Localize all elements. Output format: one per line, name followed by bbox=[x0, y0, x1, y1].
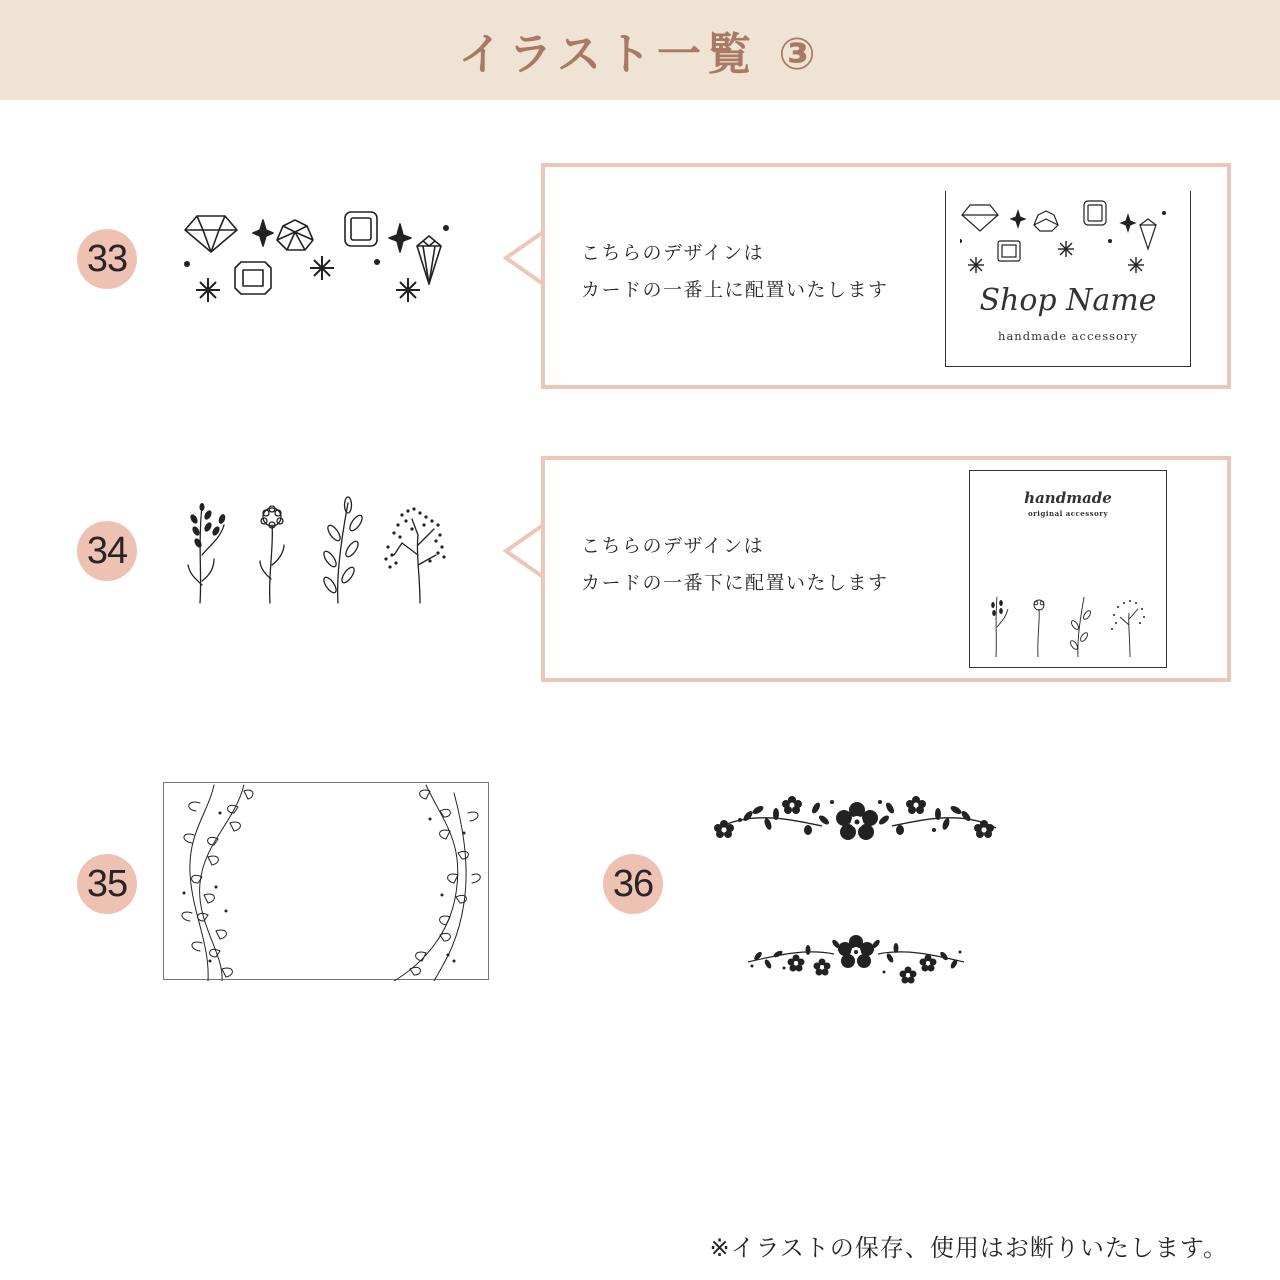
shop-tagline: handmade accessory bbox=[998, 329, 1138, 343]
flower-icon bbox=[814, 959, 831, 976]
item-number-badge: 36 bbox=[603, 854, 663, 914]
flower-icon bbox=[900, 967, 917, 984]
shop-name: Shop Name bbox=[979, 283, 1157, 318]
note-line: カードの一番上に配置いたします bbox=[581, 279, 889, 301]
speech-bubble bbox=[541, 163, 1231, 389]
square-gem-icon bbox=[235, 262, 271, 294]
card-subtitle: original accessory bbox=[1027, 509, 1109, 518]
right-vine-icon bbox=[394, 785, 480, 981]
lavender-icon bbox=[188, 503, 227, 603]
flower-icon bbox=[974, 820, 994, 838]
asterisk-sparkle-icon bbox=[396, 278, 420, 302]
item-number-badge: 35 bbox=[77, 854, 137, 914]
vine-frame-card bbox=[163, 782, 489, 980]
sample-card-preview bbox=[969, 470, 1167, 668]
left-vine-icon bbox=[182, 785, 253, 981]
flower-icon bbox=[836, 802, 878, 840]
babys-breath-icon bbox=[384, 507, 445, 603]
crystal-icon bbox=[417, 236, 441, 284]
flower-icon bbox=[906, 796, 926, 814]
bubble-note bbox=[581, 528, 889, 602]
note-line: こちらのデザインは bbox=[581, 242, 765, 264]
wildflowers-preview-illustration bbox=[984, 593, 1154, 659]
emerald-cut-gem-icon bbox=[345, 212, 377, 246]
gems-preview-illustration bbox=[960, 197, 1180, 277]
sample-card-preview bbox=[945, 191, 1191, 367]
flower-icon bbox=[788, 955, 805, 972]
leafy-stem-icon bbox=[322, 497, 365, 603]
sparkle-icon bbox=[389, 224, 411, 252]
vine-frame-illustration bbox=[164, 783, 490, 981]
item-number-badge: 34 bbox=[77, 521, 137, 581]
bubble-note bbox=[581, 235, 889, 309]
note-line: こちらのデザインは bbox=[581, 535, 765, 557]
item-number-badge: 33 bbox=[77, 229, 137, 289]
flower-icon bbox=[782, 796, 802, 814]
wildflowers-illustration bbox=[180, 495, 460, 610]
flower-icon bbox=[920, 955, 937, 972]
daisy-flower-icon bbox=[260, 506, 284, 603]
speech-bubble bbox=[541, 456, 1231, 682]
floral-garland-top-illustration bbox=[712, 790, 1002, 852]
note-line: カードの一番下に配置いたします bbox=[581, 572, 889, 594]
asterisk-sparkle-icon bbox=[196, 278, 220, 302]
page-header bbox=[0, 0, 1280, 100]
card-title: handmade bbox=[1024, 489, 1112, 507]
gems-illustration bbox=[175, 200, 465, 310]
floral-garland-bottom-illustration bbox=[744, 932, 968, 988]
asterisk-sparkle-icon bbox=[310, 256, 334, 280]
diamond-icon bbox=[185, 216, 237, 252]
page-title: イラスト一覧 ③ bbox=[458, 29, 822, 80]
usage-notice: ※イラストの保存、使用はお断りいたします。 bbox=[709, 1234, 1228, 1262]
sparkle-icon bbox=[253, 220, 273, 246]
flower-icon bbox=[838, 935, 874, 968]
round-gem-icon bbox=[277, 220, 313, 250]
